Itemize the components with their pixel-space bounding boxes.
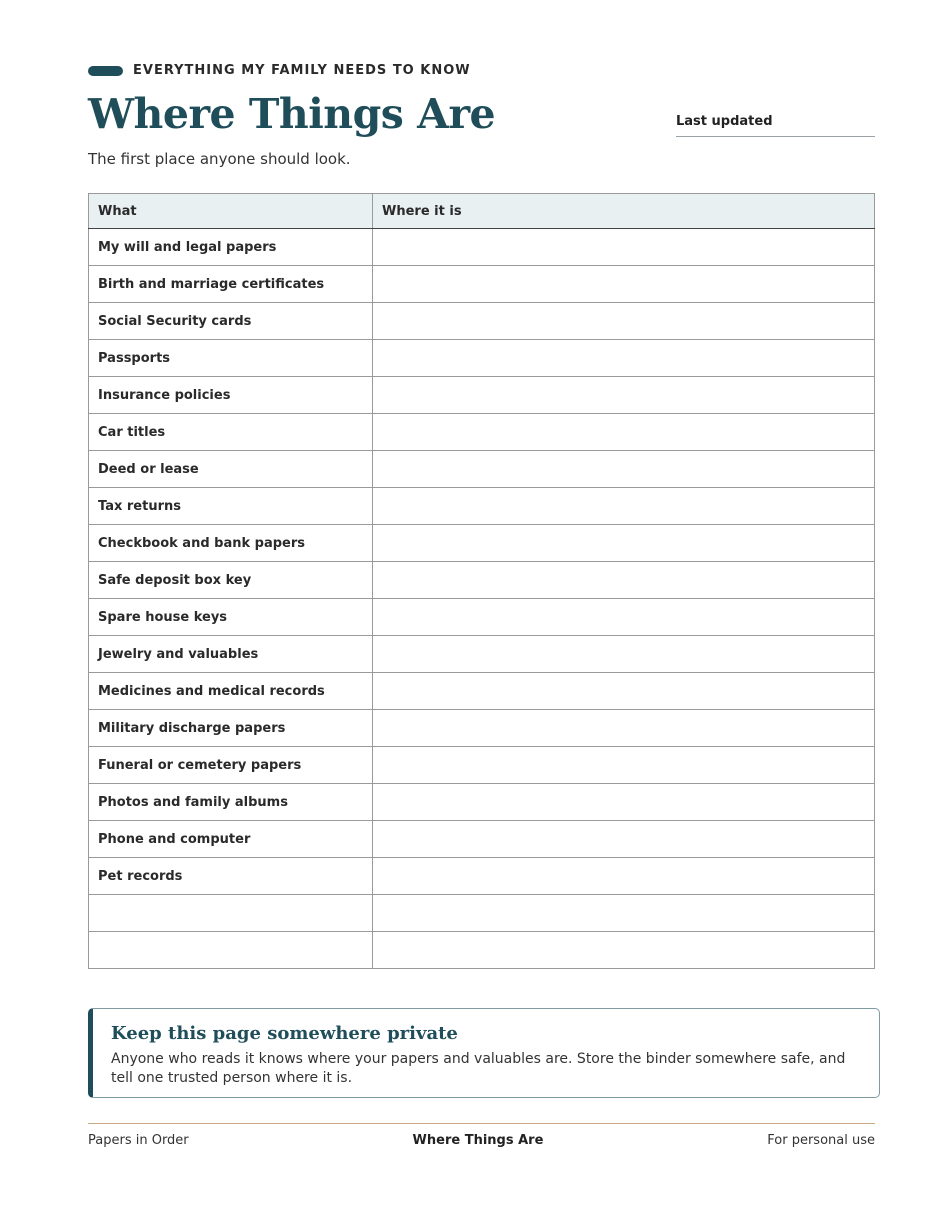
table-row bbox=[89, 895, 875, 932]
item-location-cell[interactable] bbox=[373, 636, 875, 673]
footer-left: Papers in Order bbox=[88, 1133, 189, 1148]
item-location-cell[interactable] bbox=[373, 821, 875, 858]
table-row bbox=[89, 821, 875, 858]
item-name-cell: Deed or lease bbox=[89, 451, 373, 488]
privacy-callout bbox=[88, 1008, 880, 1098]
column-header-where: Where it is bbox=[373, 194, 875, 229]
item-name-cell: Medicines and medical records bbox=[89, 673, 373, 710]
table-row bbox=[89, 599, 875, 636]
table-body bbox=[89, 229, 875, 969]
table-row bbox=[89, 562, 875, 599]
table-row bbox=[89, 266, 875, 303]
item-name-cell: Social Security cards bbox=[89, 303, 373, 340]
table-row bbox=[89, 710, 875, 747]
kicker bbox=[88, 63, 471, 78]
item-location-cell[interactable] bbox=[373, 451, 875, 488]
item-name-cell: Funeral or cemetery papers bbox=[89, 747, 373, 784]
item-location-cell[interactable] bbox=[373, 932, 875, 969]
footer-divider bbox=[88, 1123, 875, 1124]
item-location-cell[interactable] bbox=[373, 858, 875, 895]
item-location-cell[interactable] bbox=[373, 266, 875, 303]
item-name-cell: Spare house keys bbox=[89, 599, 373, 636]
item-location-cell[interactable] bbox=[373, 377, 875, 414]
table-row bbox=[89, 414, 875, 451]
table-row bbox=[89, 229, 875, 266]
item-location-cell[interactable] bbox=[373, 229, 875, 266]
table-row bbox=[89, 858, 875, 895]
item-name-cell: Safe deposit box key bbox=[89, 562, 373, 599]
item-location-cell[interactable] bbox=[373, 599, 875, 636]
table-header-row bbox=[89, 194, 875, 229]
last-updated-field[interactable] bbox=[676, 112, 875, 137]
item-location-cell[interactable] bbox=[373, 414, 875, 451]
table-row bbox=[89, 488, 875, 525]
table-row bbox=[89, 673, 875, 710]
table-row bbox=[89, 636, 875, 673]
item-name-cell: Jewelry and valuables bbox=[89, 636, 373, 673]
page-title: Where Things Are bbox=[88, 90, 496, 138]
item-location-cell[interactable] bbox=[373, 525, 875, 562]
item-location-cell[interactable] bbox=[373, 710, 875, 747]
item-location-cell[interactable] bbox=[373, 562, 875, 599]
item-name-cell: Checkbook and bank papers bbox=[89, 525, 373, 562]
table-row bbox=[89, 747, 875, 784]
item-name-cell: My will and legal papers bbox=[89, 229, 373, 266]
item-location-cell[interactable] bbox=[373, 895, 875, 932]
table-row bbox=[89, 377, 875, 414]
item-name-cell: Photos and family albums bbox=[89, 784, 373, 821]
item-name-cell[interactable] bbox=[89, 895, 373, 932]
item-name-cell[interactable] bbox=[89, 932, 373, 969]
item-name-cell: Birth and marriage certificates bbox=[89, 266, 373, 303]
footer-right: For personal use bbox=[767, 1133, 875, 1148]
table-row bbox=[89, 451, 875, 488]
callout-title: Keep this page somewhere private bbox=[111, 1023, 458, 1044]
item-name-cell: Insurance policies bbox=[89, 377, 373, 414]
locations-table bbox=[88, 193, 875, 969]
table-row bbox=[89, 525, 875, 562]
kicker-accent-bar bbox=[88, 66, 123, 76]
table-row bbox=[89, 784, 875, 821]
item-location-cell[interactable] bbox=[373, 340, 875, 377]
footer-center: Where Things Are bbox=[412, 1133, 544, 1148]
item-name-cell: Car titles bbox=[89, 414, 373, 451]
column-header-what: What bbox=[89, 194, 373, 229]
table-row bbox=[89, 340, 875, 377]
item-name-cell: Pet records bbox=[89, 858, 373, 895]
callout-body: Anyone who reads it knows where your papers and valuables are. Store the binder somewhere safe, and tell one trusted person where it is. bbox=[111, 1051, 846, 1086]
kicker-text: EVERYTHING MY FAMILY NEEDS TO KNOW bbox=[133, 63, 471, 78]
item-location-cell[interactable] bbox=[373, 784, 875, 821]
item-name-cell: Passports bbox=[89, 340, 373, 377]
footer bbox=[88, 1133, 875, 1148]
item-name-cell: Military discharge papers bbox=[89, 710, 373, 747]
item-name-cell: Tax returns bbox=[89, 488, 373, 525]
item-location-cell[interactable] bbox=[373, 673, 875, 710]
table-row bbox=[89, 932, 875, 969]
table-row bbox=[89, 303, 875, 340]
item-location-cell[interactable] bbox=[373, 747, 875, 784]
last-updated-label: Last updated bbox=[676, 114, 773, 129]
item-name-cell: Phone and computer bbox=[89, 821, 373, 858]
item-location-cell[interactable] bbox=[373, 488, 875, 525]
item-location-cell[interactable] bbox=[373, 303, 875, 340]
page-subtitle: The first place anyone should look. bbox=[88, 150, 351, 168]
